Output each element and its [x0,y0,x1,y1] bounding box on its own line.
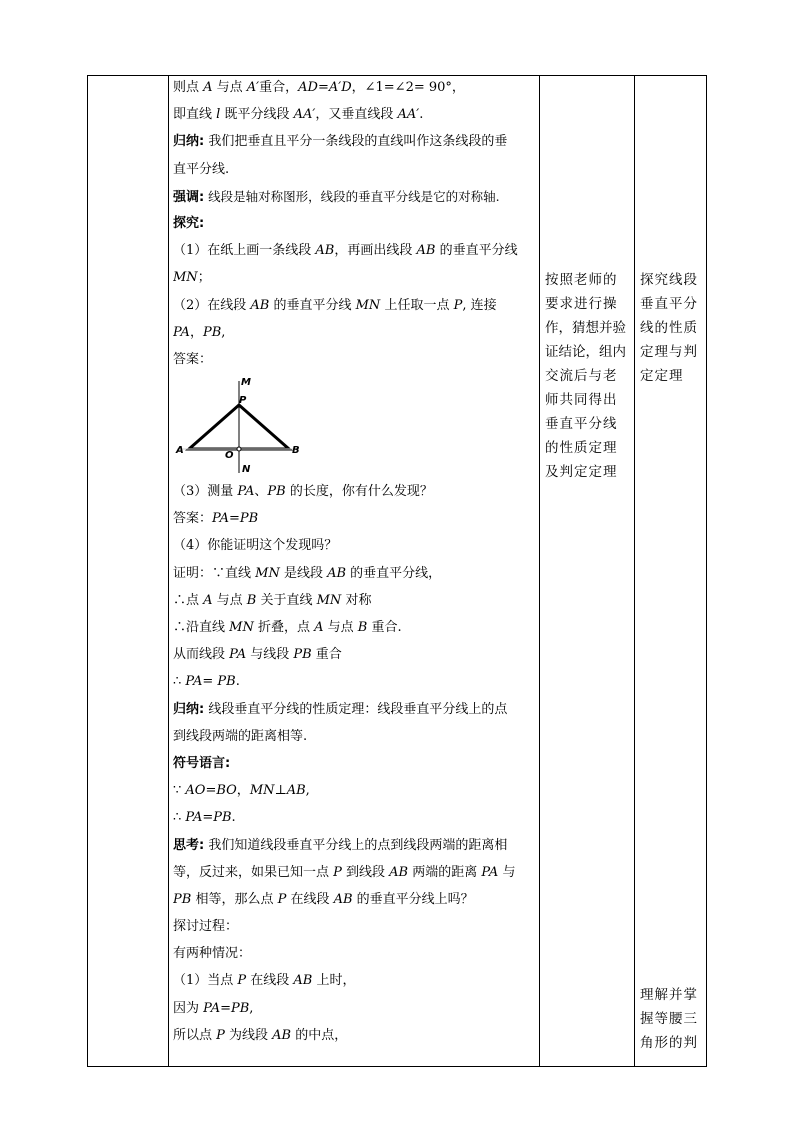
label-A: A [176,445,184,457]
intent-line: 定理与判 [640,344,698,360]
design-intent-column-2 [640,983,706,1055]
text-line: 所以点 P 为线段 AB 的中点， [173,1027,348,1043]
text-line: PA，PB, [173,324,226,340]
text-line: 答案： [173,351,213,367]
activity-line: 作，猜想并验 [545,320,626,336]
label-N: N [242,464,251,476]
label-B: B [292,445,300,457]
text-line: ∴沿直线 MN 折叠，点 A 与点 B 重合. [173,620,402,635]
intent-line: 线的性质 [640,320,698,336]
text-line: 即直线 l 既平分线段 AA′，又垂直线段 AA′. [173,107,424,123]
text-line: ∵ AO=BO，MN⊥AB, [173,783,310,799]
text-line: 探讨过程： [173,919,239,935]
text-line: 答案：PA=PB [173,511,259,527]
intent-line: 定定理 [640,368,684,384]
design-intent-column [640,268,706,388]
text-line: 则点 A 与点 A′重合，AD=A′D，∠1=∠2= 90°， [173,80,465,95]
intent-line: 垂直平分 [640,296,698,312]
perpendicular-bisector-figure [173,373,539,478]
activity-line: 要求进行操 [545,296,618,312]
text-line: （3）测量 PA、PB 的长度，你有什么发现？ [173,484,433,500]
text-line: ∴ PA= PB. [173,674,240,690]
intent-line: 角形的判 [640,1035,698,1051]
text-line: MN； [173,270,211,286]
activity-line: 按照老师的 [545,272,618,288]
column-divider [168,76,169,1066]
text-line: （4）你能证明这个发现吗？ [173,538,338,554]
text-line: 到线段两端的距离相等. [173,728,308,744]
text-line: 归纳: 我们把垂直且平分一条线段的直线叫作这条线段的垂 [173,134,508,150]
text-line: 思考: 我们知道线段垂直平分线上的点到线段两端的距离相 [173,837,508,853]
text-line: （2）在线段 AB 的垂直平分线 MN 上任取一点 P, 连接 [173,297,497,313]
student-activity-column [545,268,633,484]
text-line: （1）在纸上画一条线段 AB，再画出线段 AB 的垂直平分线 [173,243,518,259]
activity-line: 师共同得出 [545,392,618,408]
activity-line: 及判定定理 [545,464,618,480]
activity-line: 的性质定理 [545,440,618,456]
text-line: （1）当点 P 在线段 AB 上时， [173,973,356,989]
text-line: 归纳: 线段垂直平分线的性质定理：线段垂直平分线上的点 [173,701,508,717]
section-heading: 符号语言: [173,755,231,771]
text-line: 证明：∵直线 MN 是线段 AB 的垂直平分线， [173,565,442,581]
text-line: 强调: 线段是轴对称图形，线段的垂直平分线是它的对称轴. [173,188,500,205]
text-line: 有两种情况： [173,946,252,962]
teaching-content [173,74,539,1049]
text-line: ∴点 A 与点 B 关于直线 MN 对称 [173,592,372,608]
activity-line: 垂直平分线 [545,416,618,432]
figure-svg [173,373,313,478]
label-M: M [241,377,251,389]
label-O: O [225,450,234,462]
text-line: PB 相等，那么点 P 在线段 AB 的垂直平分线上吗？ [173,891,474,907]
column-divider [539,76,540,1066]
text-line: 直平分线. [173,161,230,177]
activity-line: 交流后与老 [545,368,618,384]
text-line: 因为 PA=PB, [173,1000,254,1016]
intent-line: 理解并掌 [640,987,698,1003]
section-heading: 探究: [173,215,205,231]
activity-line: 证结论，组内 [545,344,626,360]
text-line: 从而线段 PA 与线段 PB 重合 [173,647,342,663]
text-line: 等，反过来，如果已知一点 P 到线段 AB 两端的距离 PA 与 [173,864,516,880]
text-line: ∴ PA=PB. [173,810,236,826]
label-P: P [239,395,247,407]
intent-line: 探究线段 [640,272,698,288]
intent-line: 握等腰三 [640,1011,698,1027]
column-divider [634,76,635,1066]
